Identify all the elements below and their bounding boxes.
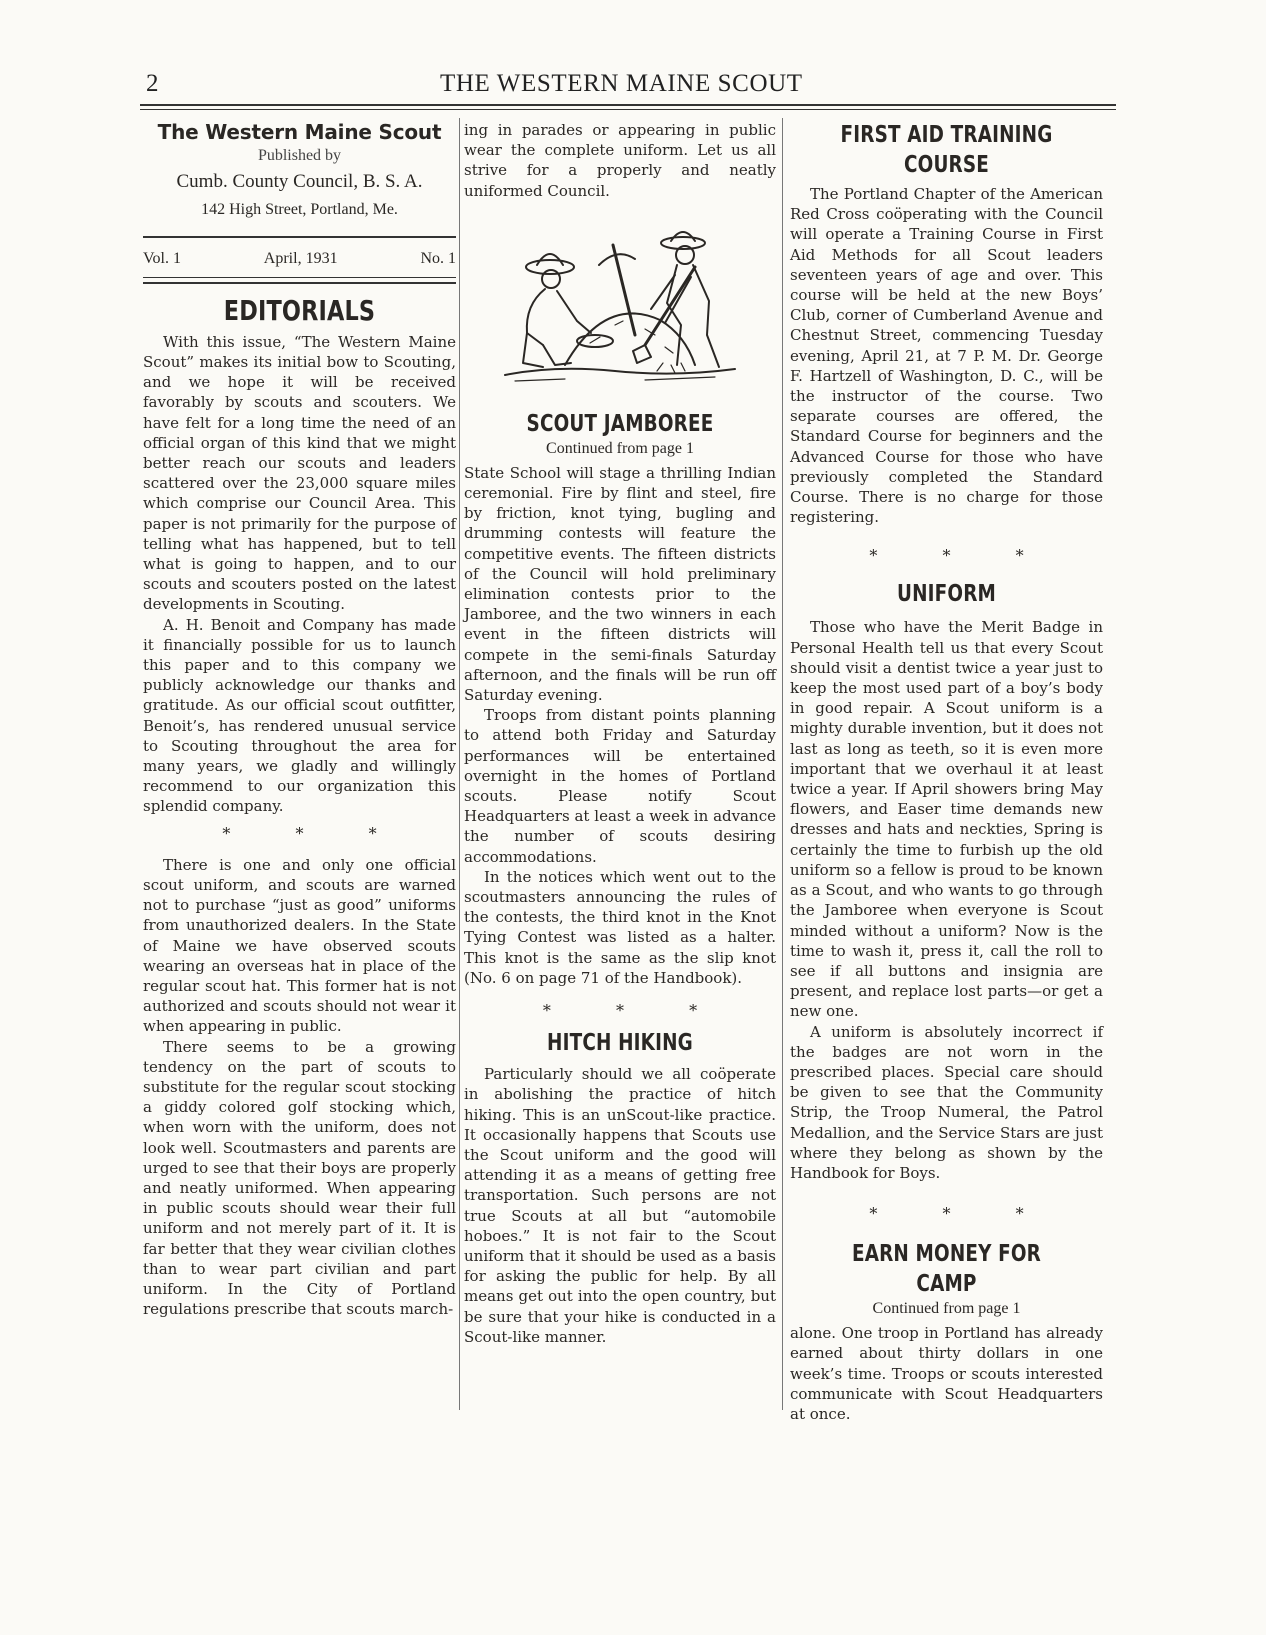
uniform-editorial (143, 855, 456, 1320)
jamboree-paragraph-1: State School will stage a thrilling Indian ceremonial. Fire by flint and steel, fire by friction, knot tying, bugling and drumming contests will feature the competitive events. The fifteen districts of the Council will hold preliminary elimination contests prior to the Jamboree, and the two winners in each event in the fifteen districts will compete in the semi-finals Saturday afternoon, and the finals will be run off Saturday evening. (464, 463, 776, 705)
section-separator: * * * (869, 546, 1054, 566)
masthead (143, 122, 456, 284)
volume-bar (143, 236, 456, 284)
column-2 (464, 120, 776, 1347)
editorials-paragraph-1: With this issue, “The Western Maine Scout” makes its initial bow to Scouting, and we hope it will be received favorably by scouts and scouters. We have felt for a long time the need of an official organ of this kind that we might better reach our scouts and leaders scattered over the 23,000 square miles which comprise our Council Area. This paper is not primarily for the purpose of telling what has happened, but to tell what is going to happen, and to our scouts and scouters posted on the latest developments in Scouting. (143, 332, 456, 614)
uniform-paragraph-2: A uniform is absolutely incorrect if the badges are not worn in the prescribed places. Special care should be given to see that the Community Strip, the Troop Numeral, the Patrol Medallion, and the Service Stars are just where they belong as shown by the Handbook for Boys. (790, 1022, 1103, 1182)
earn-money-paragraph-1: alone. One troop in Portland has already earned about thirty dollars in one week’s time. Troops or scouts interested communicate with Scout Headquarters at once. (790, 1324, 1103, 1423)
section-separator: * * * (222, 823, 407, 843)
editorials-paragraph-4: There seems to be a growing tendency on the part of scouts to substitute for the regular scout stocking a giddy colored golf stocking which, when worn with the uniform, does not look well. Scoutmasters and parents are urged to see that their boys are properly and neatly uniformed. When appearing in public scouts should wear their full uniform and not merely part of it. It is far better that they wear civilian clothes than to wear part civilian and part uniform. In the City of Portland regulations prescribe that scouts march- (143, 1037, 456, 1319)
issue-number: No. 1 (420, 250, 456, 268)
jamboree-paragraph-2: Troops from distant points planning to attend both Friday and Saturday performances will be entertained overnight in the homes of Portland scouts. Please notify Scout Headquarters at least a week in advance the number of scouts desiring accommodations. (464, 706, 776, 866)
running-head: THE WESTERN MAINE SCOUT (440, 70, 803, 97)
masthead-council: Cumb. County Council, B. S. A. (176, 171, 423, 193)
jamboree-article (464, 463, 776, 988)
first-aid-paragraph-1: The Portland Chapter of the American Red Cross coöperating with the Council will operate a Training Course in First Aid Methods for all Scout leaders seventeen years of age and over. This course will be held at the new Boys’ Club, corner of Cumberland Avenue and Chestnut Street, commencing Tuesday evening, April 21, at 7 P. M. Dr. George F. Hartzell of Washington, D. C., will be the instructor of the course. Two separate courses are offered, the Standard Course for beginners and the Advanced Course for those who have previously completed the Standard Course. There is no charge for those registering. (790, 185, 1103, 527)
first-aid-article (790, 184, 1103, 527)
column-3 (790, 120, 1103, 1424)
masthead-published-by: Published by (257, 147, 342, 165)
uniform-headline: UNIFORM (897, 581, 996, 608)
column-1 (143, 120, 456, 1319)
earn-money-continued-note: Continued from page 1 (872, 1300, 1021, 1318)
uniform-paragraph-1: Those who have the Merit Badge in Personal Health tell us that every Scout should visit a dentist twice a year just to keep the most used part of a boy’s body in good repair. A Scout uniform is a mighty durable invention, but it does not last as long as teeth, so it is even more important that we overhaul it at least twice a year. If April showers bring May flowers, and Easer time demands new dresses and hats and neckties, Spring is certainly the time to furbish up the old uniform so a fellow is proud to be known as a Scout, and who wants to go through the Jamboree when everyone is Scout minded without a uniform? Now is the time to wash it, press it, call the roll to see if all buttons and insignia are present, and replace lost parts—or get a new one. (790, 618, 1103, 1021)
column-rule-left (459, 118, 460, 1410)
editorials-headline: EDITORIALS (223, 293, 376, 327)
page-number: 2 (146, 70, 159, 97)
section-separator: * * * (542, 1001, 728, 1021)
masthead-address: 142 High Street, Portland, Me. (201, 200, 398, 218)
uniform-article (790, 617, 1103, 1183)
hitch-hiking-paragraph-1: Particularly should we all coöperate in abolishing the practice of hitch hiking. This is an unScout-like practice. It occasionally happens that Scouts use the Scout uniform and the good will attending it as a means of getting free transportation. Such persons are not true Scouts at all but “automobile hoboes.” It is not fair to the Scout uniform that it should be used as a basis for asking the public for help. By all means get out into the open country, but be sure that your hike is conducted in a Scout-like manner. (464, 1065, 776, 1346)
issue-date: April, 1931 (263, 250, 338, 268)
column-rule-right (782, 118, 783, 1410)
header-rule (140, 104, 1116, 106)
editorials-paragraph-2: A. H. Benoit and Company has made it financially possible for us to launch this paper and to this company we publicly acknowledge our thanks and gratitude. As our official scout outfitter, Benoit’s, has rendered unusual service to Scouting throughout the area for many years, we gladly and willingly recommend to our organization this splendid company. (143, 615, 456, 816)
hitch-hiking-headline: HITCH HIKING (547, 1030, 693, 1057)
earn-money-headline: EARN MONEY FOR CAMP (851, 1241, 1042, 1298)
jamboree-continued-note: Continued from page 1 (546, 439, 694, 457)
jamboree-headline: SCOUT JAMBOREE (526, 410, 714, 437)
earn-money-article (790, 1323, 1103, 1424)
volume-label: Vol. 1 (143, 250, 181, 268)
masthead-title: The Western Maine Scout (157, 120, 442, 144)
first-aid-headline: FIRST AID TRAINING COURSE (840, 122, 1053, 178)
jamboree-paragraph-3: In the notices which went out to the scoutmasters announcing the rules of the contests, the third knot in the Knot Tying Contest was listed as a halter. This knot is the same as the slip knot (No. 6 on page 71 of the Handbook). (464, 867, 776, 987)
editorials-paragraph-3: There is one and only one official scout uniform, and scouts are warned not to purchase “just as good” uniforms from unauthorized dealers. In the State of Maine we have observed scouts wearing an overseas hat in place of the regular scout hat. This former hat is not authorized and scouts should not wear it when appearing in public. (143, 855, 456, 1036)
section-separator: * * * (869, 1204, 1054, 1224)
editorials-article (143, 332, 456, 817)
hitch-hiking-article (464, 1064, 776, 1347)
editorials-continuation: ing in parades or appearing in public wear the complete uniform. Let us all strive for a properly and neatly uniformed Council. (464, 121, 776, 200)
header-rule-thin (140, 109, 1116, 110)
scouts-digging-illustration (495, 225, 745, 385)
